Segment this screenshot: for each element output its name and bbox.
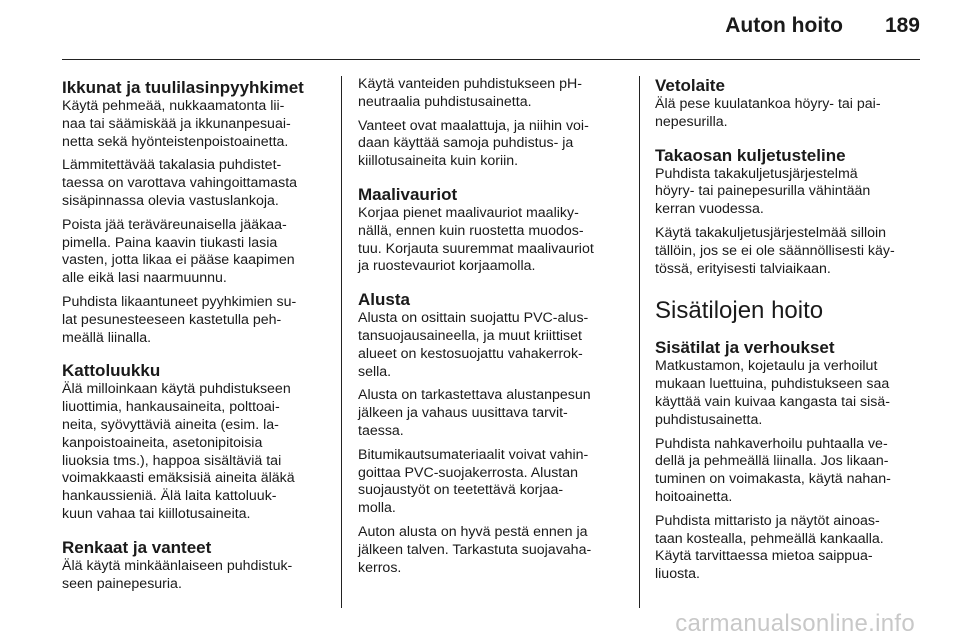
- section-heading: Kattoluukku: [62, 361, 161, 381]
- paragraph: Älä käytä minkäänlaiseen puhdistuk- seen painepesuria.: [62, 557, 293, 592]
- paragraph: Älä milloinkaan käytä puhdistukseen liuottimia, hankausaineita, polttoai- neita, syövyttäviä aineita (esim. la- kanpoistoaineita, asetonipitoisia liuoksia tms.), happoa sisältäviä tai voimakkaasti emäksisiä aineita äläkä hankaussieniä. Älä laita kattoluuk- kuun vahaa tai kiillotusaineita.: [62, 381, 295, 522]
- paragraph: Korjaa pienet maalivauriot maaliky- nällä, ennen kuin ruostetta muodos- tuu. Korjauta suuremmat maalivauriot ja ruostevauriot korjaamolla.: [358, 204, 594, 275]
- paragraph: Puhdista takakuljetusjärjestelmä höyry- tai painepesurilla vähintään kerran vuodessa.: [655, 165, 871, 218]
- column-2: [358, 76, 628, 587]
- section-underbody: [358, 290, 628, 577]
- paragraph: Matkustamon, kojetaulu ja verhoilut mukaan luettuina, puhdistukseen saa käyttää vain kuivaa kangasta tai sisä- puhdistusainetta.: [655, 358, 891, 428]
- paragraph: Puhdista likaantuneet pyyhkimien su- lat pesunesteeseen kastetulla peh- meällä liinalla.: [62, 293, 297, 346]
- paragraph: Alusta on osittain suojattu PVC-alus- tansuojausaineella, ja muut kriittiset alueet on kestosuojattu vahakerrok- sella.: [358, 310, 589, 380]
- column-3: [655, 76, 921, 594]
- page-number: 189: [884, 14, 920, 37]
- section-heading: Alusta: [358, 290, 410, 310]
- header-title: Auton hoito: [725, 14, 843, 37]
- column-1: [62, 76, 330, 603]
- section-heading: Maalivauriot: [358, 184, 458, 204]
- watermark: carmanualsonline.info: [675, 610, 915, 637]
- paragraph: Auton alusta on hyvä pestä ennen ja jälkeen talven. Tarkastuta suojavaha- kerros.: [358, 523, 592, 576]
- section-sunroof: [62, 361, 330, 523]
- paragraph: Vanteet ovat maalattuja, ja niihin voi- daan käyttää samoja puhdistus- ja kiillotusaineita kuin koriin.: [358, 117, 589, 170]
- section-heading: Takaosan kuljetusteline: [655, 145, 846, 165]
- paragraph: Käytä vanteiden puhdistukseen pH- neutraalia puhdistusainetta.: [358, 76, 582, 110]
- column-divider: [341, 76, 342, 608]
- paragraph: Käytä takakuljetusjärjestelmää silloin tällöin, jos se ei ole säännöllisesti käy- tössä, erityisesti talviaikaan.: [655, 224, 895, 277]
- paragraph: Älä pese kuulatankoa höyry- tai pai- nepesurilla.: [655, 96, 881, 130]
- paragraph: Puhdista mittaristo ja näytöt ainoas- taan kostealla, pehmeällä kankaalla. Käytä tarvittaessa mietoa saippua- liuosta.: [655, 512, 884, 583]
- section-windows-wipers: [62, 78, 330, 347]
- section-interior-trim: [655, 338, 921, 584]
- section-heading: Sisätilat ja verhoukset: [655, 338, 835, 358]
- paragraph: Puhdista nahkaverhoilu puhtaalla ve- dellä ja pehmeällä liinalla. Jos likaan- tuminen on voimakasta, käytä nahan- hoitoainetta.: [655, 435, 891, 505]
- paragraph: Käytä pehmeää, nukkaamatonta lii- naa tai säämiskää ja ikkunanpesuai- netta sekä hyönteistenpoistoainetta.: [62, 98, 291, 150]
- paragraph: Bitumikautsumateriaalit voivat vahin- goittaa PVC-suojakerrosta. Alustan suojaustyöt on teetettävä korjaa- molla.: [358, 446, 589, 517]
- chapter-heading: Sisätilojen hoito: [655, 297, 824, 325]
- section-paint-damage: [358, 185, 628, 276]
- section-towing-device: [655, 76, 921, 132]
- section-heading: Ikkunat ja tuulilasinpyyhkimet: [62, 78, 304, 97]
- section-heading: Renkaat ja vanteet: [62, 537, 212, 557]
- section-rear-carrier: [655, 146, 921, 279]
- section-tyres-wheels: [62, 538, 330, 594]
- paragraph: Poista jää teräväreunaisella jääkaa- pimella. Paina kaavin tiukasti lasia vasten, jotta likaa ei pääse kaapimen alle eikä lasi naarmuunnu.: [62, 216, 295, 287]
- header-divider: [62, 59, 920, 60]
- section-heading: Vetolaite: [655, 76, 725, 95]
- column-divider: [639, 76, 640, 608]
- paragraph: Lämmitettävää takalasia puhdistet- taessa on varottava vahingoittamasta sisäpinnassa olevia vastuslankoja.: [62, 157, 298, 209]
- paragraph: Alusta on tarkastettava alustanpesun jälkeen ja vahaus uusittava tarvit- taessa.: [358, 387, 591, 439]
